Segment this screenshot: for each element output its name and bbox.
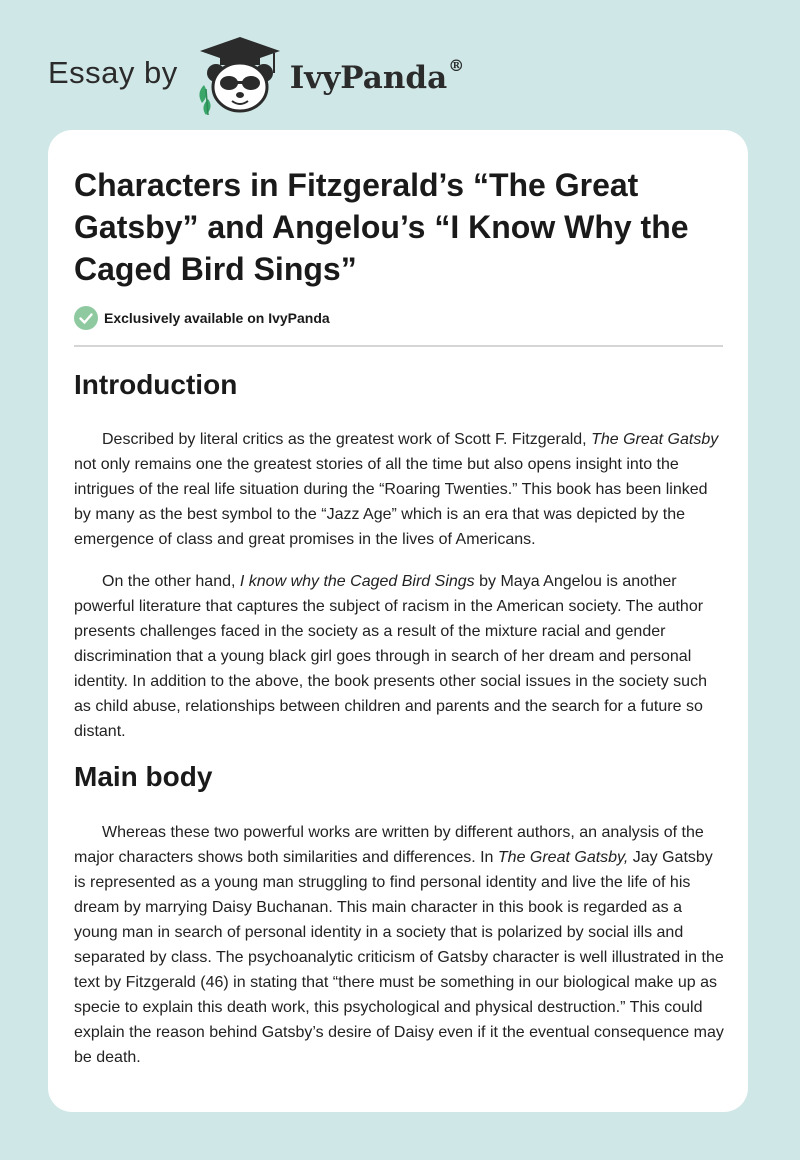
essay-title: Characters in Fitzgerald’s “The Great Gatsby” and Angelou’s “I Know Why the Caged Bird Sings” — [74, 167, 689, 287]
badge-label: Exclusively available on IvyPanda — [104, 310, 330, 326]
registered-mark: ® — [448, 56, 465, 75]
paragraph-main-1: Whereas these two powerful works are written by different authors, an analysis of the major characters shows both similarities and differences. In The Great Gatsby, Jay Gatsby is represented as a young man struggling to find personal identity and live the life of his dream by marrying Daisy Buchanan. This main character in this book is regarded as a young man in search of personal identity in a society that is polarized by social ills and separated by class. The psychoanalytic criticism of Gatsby character is well illustrated in the text by Fitzgerald (46) in stating that “there must be something in our biological make up as specie to explain this death work, this psychological and physical destruction.” This could explain the reason behind Gatsby’s desire of Daisy even if it the eventual consequence may be death. — [74, 824, 724, 1066]
section-heading-main-body: Main body — [74, 761, 213, 792]
divider — [74, 345, 723, 347]
exclusive-badge — [74, 306, 330, 330]
paragraph-intro-1: Described by literal critics as the greatest work of Scott F. Fitzgerald, The Great Gatsby not only remains one the greatest stories of all the time but also opens insight into the intrigues of the real life situation during the “Roaring Twenties.” This book has been linked by many as the best symbol to the “Jazz Age” which is an era that was depicted by the emergence of class and great promises in the lives of Americans. — [74, 431, 719, 548]
section-heading-introduction: Introduction — [74, 369, 238, 400]
essay-by-label: Essay by — [48, 55, 178, 90]
panda-logo-icon[interactable] — [194, 33, 286, 117]
paragraph-intro-2: On the other hand, I know why the Caged Bird Sings by Maya Angelou is another powerful literature that captures the subject of racism in the American society. The author presents challenges faced in the society as a result of the mixture racial and gender discrimination that a young black girl goes through in search of her dream and personal identity. In addition to the above, the book presents other social issues in the society such as child abuse, relationships between children and parents and the search for a future so distant. — [74, 573, 707, 740]
essay-card — [48, 130, 748, 1112]
site-header — [48, 30, 464, 120]
brand-name[interactable]: IvyPanda® — [289, 56, 465, 96]
check-circle-icon — [74, 306, 98, 330]
